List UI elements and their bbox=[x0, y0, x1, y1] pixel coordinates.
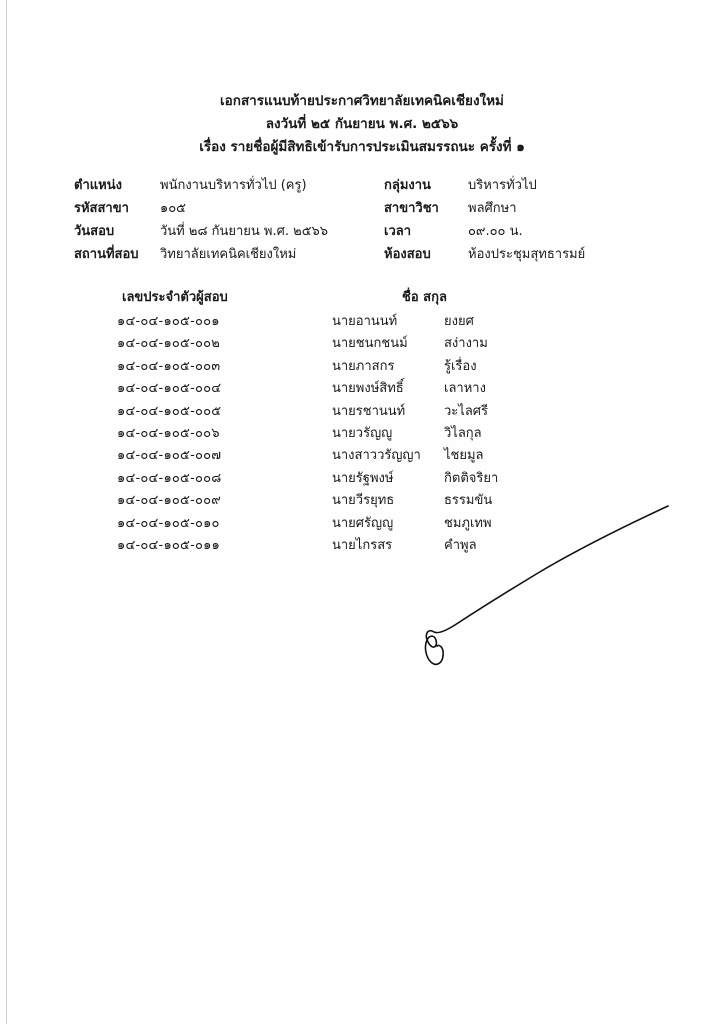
time-label: เวลา bbox=[384, 224, 412, 239]
candidate-last-name: ธรรมขัน bbox=[444, 493, 493, 509]
info-place bbox=[74, 243, 139, 266]
candidate-last-name: ชมภูเทพ bbox=[444, 515, 492, 531]
header-date: ลงวันที่ ๒๕ กันยายน พ.ศ. ๒๕๖๖ bbox=[265, 116, 459, 132]
group-value: บริหารทั่วไป bbox=[468, 178, 537, 193]
candidate-first-name: นางสาววรัญญา bbox=[332, 448, 421, 464]
candidate-id: ๑๔-๐๔-๑๐๕-๐๐๖ bbox=[117, 425, 220, 441]
room-label: ห้องสอบ bbox=[384, 247, 431, 262]
candidate-first-name: นายรชานนท์ bbox=[332, 403, 406, 419]
time-value: ๐๙.๐๐ น. bbox=[468, 224, 523, 239]
candidate-last-name: ไชยมูล bbox=[444, 448, 484, 464]
field-value: พลศึกษา bbox=[468, 201, 517, 216]
candidate-last-name: สง่างาม bbox=[444, 336, 488, 352]
candidate-first-name: นายวีรยุทธ bbox=[332, 493, 395, 509]
candidate-last-name: วะไลศรี bbox=[444, 403, 489, 419]
position-label: ตำแหน่ง bbox=[74, 178, 122, 193]
info-position bbox=[74, 174, 122, 197]
table-row bbox=[0, 467, 724, 489]
candidate-last-name: รู้เรื่อง bbox=[444, 358, 477, 374]
code-label: รหัสสาขา bbox=[74, 201, 129, 216]
table-row bbox=[0, 400, 724, 422]
candidate-id: ๑๔-๐๔-๑๐๕-๐๐๘ bbox=[117, 470, 222, 486]
column-header-id: เลขประจำตัวผู้สอบ bbox=[122, 290, 228, 305]
table-row bbox=[0, 377, 724, 399]
candidate-last-name: กิตติจริยา bbox=[444, 470, 499, 486]
place-value: วิทยาลัยเทคนิคเชียงใหม่ bbox=[160, 247, 297, 262]
place-label: สถานที่สอบ bbox=[74, 247, 139, 262]
candidate-first-name: นายอานนท์ bbox=[332, 314, 398, 329]
table-row bbox=[0, 355, 724, 377]
candidate-first-name: นายวรัญญู bbox=[332, 425, 393, 441]
candidate-id: ๑๔-๐๔-๑๐๕-๐๐๔ bbox=[117, 381, 222, 397]
table-row bbox=[0, 332, 724, 354]
room-value: ห้องประชุมสุทธารมย์ bbox=[468, 247, 586, 262]
candidate-id: ๑๔-๐๔-๑๐๕-๐๐๗ bbox=[117, 448, 222, 464]
info-date bbox=[74, 220, 114, 243]
candidate-first-name: นายภาสกร bbox=[332, 358, 395, 374]
info-time bbox=[384, 220, 411, 243]
info-field bbox=[384, 197, 439, 220]
candidate-first-name: นายพงษ์สิทธิ์ bbox=[332, 381, 404, 397]
date-value: วันที่ ๒๘ กันยายน พ.ศ. ๒๕๖๖ bbox=[160, 224, 329, 239]
signature bbox=[410, 498, 680, 673]
document-header bbox=[0, 90, 724, 159]
candidate-first-name: นายศรัญญู bbox=[332, 515, 394, 531]
field-label: สาขาวิชา bbox=[384, 201, 439, 216]
column-header-name: ชื่อ สกุล bbox=[402, 290, 447, 305]
candidate-id: ๑๔-๐๔-๑๐๕-๐๐๒ bbox=[117, 336, 221, 352]
table-row bbox=[0, 444, 724, 466]
candidate-first-name: นายรัฐพงษ์ bbox=[332, 470, 394, 486]
candidate-last-name: วิไลกุล bbox=[444, 425, 482, 441]
candidate-first-name: นายไกรสร bbox=[332, 537, 393, 553]
candidate-id: ๑๔-๐๔-๑๐๕-๐๐๑ bbox=[117, 314, 220, 329]
candidate-id: ๑๔-๐๔-๑๐๕-๐๑๐ bbox=[117, 515, 220, 531]
code-value: ๑๐๕ bbox=[160, 201, 187, 216]
candidate-last-name: ยงยศ bbox=[444, 314, 474, 329]
date-label: วันสอบ bbox=[74, 224, 115, 239]
table-row bbox=[0, 310, 724, 332]
candidate-id: ๑๔-๐๔-๑๐๕-๐๑๑ bbox=[117, 537, 221, 553]
candidate-last-name: เลาหาง bbox=[444, 381, 486, 397]
header-subject: เรื่อง รายชื่อผู้มีสิทธิเข้ารับการประเมินสมรรถนะ ครั้งที่ ๑ bbox=[199, 139, 525, 155]
candidate-id: ๑๔-๐๔-๑๐๕-๐๐๙ bbox=[117, 493, 221, 509]
table-row bbox=[0, 422, 724, 444]
candidate-id: ๑๔-๐๔-๑๐๕-๐๐๓ bbox=[117, 358, 221, 374]
candidate-id: ๑๔-๐๔-๑๐๕-๐๐๕ bbox=[117, 403, 222, 419]
group-label: กลุ่มงาน bbox=[384, 178, 431, 193]
header-title: เอกสารแนบท้ายประกาศวิทยาลัยเทคนิคเชียงใหม่ bbox=[220, 93, 504, 109]
info-group bbox=[384, 174, 431, 197]
info-code bbox=[74, 197, 129, 220]
info-room bbox=[384, 243, 431, 266]
candidate-first-name: นายชนกชนม์ bbox=[332, 336, 408, 352]
candidate-last-name: คำพูล bbox=[444, 537, 477, 553]
signature-stroke bbox=[425, 506, 668, 664]
position-value: พนักงานบริหารทั่วไป (ครู) bbox=[160, 178, 307, 193]
